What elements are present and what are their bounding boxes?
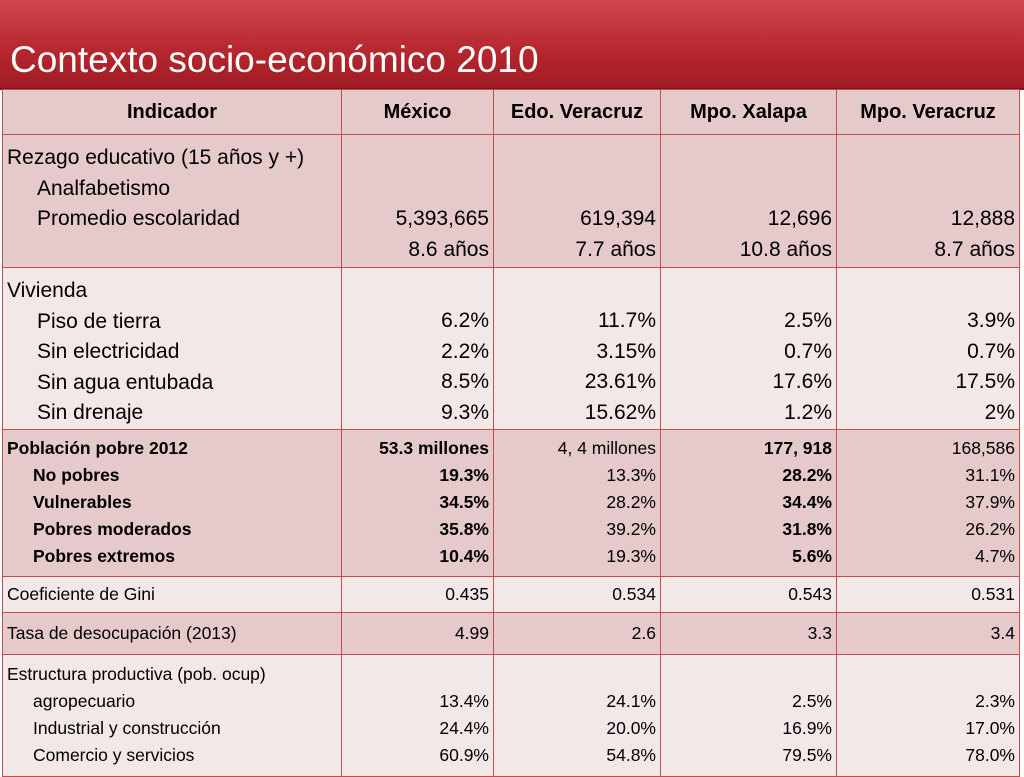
cell-label [3,654,342,776]
table-header-row [3,90,1020,135]
cell-value: 17.5% [955,370,1015,393]
cell-label [3,429,342,576]
cell-value: 9.3% [441,400,489,424]
cell-value: 34.4% [782,491,832,512]
cell-value: 16.9% [782,717,832,738]
cell-edo-veracruz: 0.534 [494,576,661,612]
cell-mpo-xalapa [661,429,837,576]
cell-value: 17.6% [772,370,832,393]
header-edo-veracruz: Edo. Veracruz [494,90,661,135]
cell-value: 0.7% [784,339,832,363]
cell-value: 60.9% [439,744,489,765]
cell-value: 79.5% [782,744,832,765]
sub-label: Sin electricidad [37,340,180,363]
cell-value: 619,394 [580,207,656,230]
sub-label: Sin agua entubada [37,370,214,394]
cell-value: 53.3 millones [379,437,489,458]
header-mpo-veracruz: Mpo. Veracruz [837,90,1020,135]
cell-value: 10.4% [439,545,489,566]
cell-value: 5.6% [792,545,832,566]
sub-label: Vulnerables [33,491,132,512]
cell-value: 3.9% [967,309,1015,332]
header-indicador: Indicador [3,90,342,135]
cell-mpo-xalapa: 3.3 [661,612,837,654]
cell-mexico [342,429,494,576]
cell-value: 8.7 años [934,237,1015,261]
cell-value: 17.0% [965,717,1015,738]
cell-mpo-veracruz: 3.4 [837,612,1020,654]
cell-label [3,268,342,430]
cell-mpo-xalapa: 0.543 [661,576,837,612]
cell-value: 2.3% [975,690,1015,711]
cell-value: 168,586 [951,437,1015,458]
row-label: Vivienda [7,279,88,302]
cell-mpo-xalapa [661,654,837,776]
sub-label: agropecuario [33,690,136,711]
row-label: Rezago educativo (15 años y +) [7,146,305,169]
cell-value: 23.61% [584,370,656,393]
cell-mexico [342,268,494,430]
cell-value: 24.4% [439,717,489,738]
cell-value: 34.5% [439,491,489,512]
sub-label: Sin drenaje [37,401,144,424]
sub-label: No pobres [33,464,120,485]
cell-value: 8.5% [441,370,489,393]
cell-value: 26.2% [965,518,1015,539]
cell-value: 24.1% [606,690,656,711]
cell-value: 12,888 [950,207,1015,230]
cell-mpo-veracruz [837,654,1020,776]
cell-value: 177, 918 [763,437,832,458]
sub-label: Piso de tierra [37,309,161,333]
cell-mexico: 0.435 [342,576,494,612]
cell-edo-veracruz [494,268,661,430]
cell-value: 6.2% [441,309,489,332]
row-label: Estructura productiva (pob. ocup) [7,663,266,684]
cell-mpo-veracruz [837,268,1020,430]
cell-value: 31.1% [965,464,1015,485]
cell-value: 28.2% [606,491,656,512]
sub-label: Comercio y servicios [33,744,195,765]
cell-value: 4, 4 millones [557,437,656,458]
cell-mpo-veracruz [837,429,1020,576]
table-row-gini [3,576,1020,612]
sub-label: Promedio escolaridad [37,207,241,230]
cell-value: 39.2% [606,518,656,539]
cell-value: 11.7% [598,309,656,332]
row-label: Tasa de desocupación (2013) [3,612,342,654]
cell-mexico [342,135,494,268]
cell-edo-veracruz [494,135,661,268]
cell-edo-veracruz [494,654,661,776]
title-bar [0,0,1024,90]
header-mexico: México [342,90,494,135]
cell-mpo-xalapa [661,268,837,430]
cell-value: 10.8 años [739,237,832,261]
cell-mpo-veracruz [837,135,1020,268]
cell-edo-veracruz: 2.6 [494,612,661,654]
cell-mpo-xalapa [661,135,837,268]
cell-value: 20.0% [606,717,656,738]
cell-edo-veracruz [494,429,661,576]
table-row-rezago [3,135,1020,268]
cell-label [3,135,342,268]
cell-value: 5,393,665 [395,207,489,230]
sub-label: Industrial y construcción [33,717,221,738]
cell-value: 31.8% [782,518,832,539]
cell-value: 2.5% [784,309,832,332]
cell-mexico [342,654,494,776]
cell-value: 15.62% [584,400,656,424]
indicators-table [2,89,1020,777]
cell-value: 2% [984,400,1015,424]
cell-value: 2.2% [441,339,489,363]
cell-value: 78.0% [965,744,1015,765]
sub-label: Pobres extremos [33,545,176,566]
cell-value: 0.7% [967,339,1015,363]
header-mpo-xalapa: Mpo. Xalapa [661,90,837,135]
cell-value: 19.3% [606,545,656,566]
table-row-desocupacion [3,612,1020,654]
row-label: Coeficiente de Gini [3,576,342,612]
cell-value: 2.5% [792,690,832,711]
cell-value: 13.4% [439,690,489,711]
cell-value: 19.3% [439,464,489,485]
row-label: Población pobre 2012 [7,437,188,458]
cell-value: 12,696 [767,207,832,230]
cell-mpo-veracruz: 0.531 [837,576,1020,612]
cell-value: 3.15% [596,339,656,363]
page-title: Contexto socio-económico 2010 [10,39,539,80]
sub-label: Pobres moderados [33,518,192,539]
cell-mexico: 4.99 [342,612,494,654]
cell-value: 28.2% [782,464,832,485]
cell-value: 8.6 años [408,237,489,261]
cell-value: 7.7 años [575,237,656,261]
cell-value: 54.8% [606,744,656,765]
cell-value: 4.7% [975,545,1015,566]
sub-label: Analfabetismo [37,176,171,200]
table-row-vivienda [3,268,1020,430]
cell-value: 13.3% [606,464,656,485]
table-row-pobreza [3,429,1020,576]
cell-value: 1.2% [784,400,832,424]
cell-value: 37.9% [965,491,1015,512]
cell-value: 35.8% [439,518,489,539]
table-row-estructura [3,654,1020,776]
